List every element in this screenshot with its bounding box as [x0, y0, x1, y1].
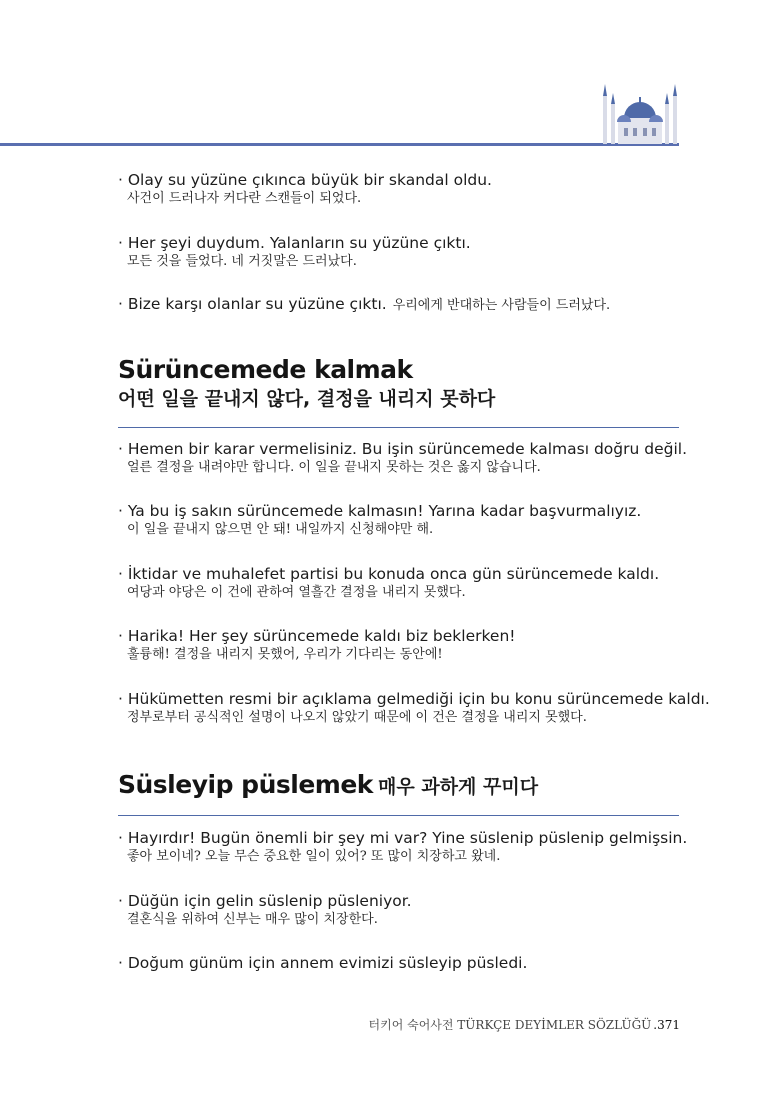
- korean-translation: 사건이 드러나자 커다란 스캔들이 되었다.: [127, 191, 362, 206]
- turkish-sentence: · Harika! Her şey sürüncemede kaldı biz beklerken!: [118, 627, 516, 645]
- example-item: [118, 501, 688, 539]
- korean-translation: 좋아 보이네? 오늘 무슨 중요한 일이 있어? 또 많이 치장하고 왔네.: [127, 849, 501, 864]
- example-item: [118, 891, 688, 929]
- example-item: [118, 233, 688, 271]
- book-title: 터키어 숙어사전 TÜRKÇE DEYİMLER SÖZLÜĞÜ: [368, 1018, 652, 1032]
- section-divider: [118, 815, 679, 816]
- example-item: [118, 170, 688, 208]
- turkish-sentence: · Doğum günüm için annem evimizi süsleyip püsledi.: [118, 954, 528, 972]
- turkish-text: · Bize karşı olanlar su yüzüne çıktı.: [118, 295, 387, 313]
- korean-translation: 모든 것을 들었다. 네 거짓말은 드러났다.: [127, 254, 357, 269]
- idiom-title: Sürüncemede kalmak: [118, 355, 413, 384]
- example-item: [118, 626, 688, 664]
- turkish-sentence: · İktidar ve muhalefet partisi bu konuda onca gün sürüncemede kaldı.: [118, 565, 660, 583]
- idiom-title: Süsleyip püslemek: [118, 770, 373, 799]
- section-divider: [118, 427, 679, 428]
- turkish-sentence: · Hükümetten resmi bir açıklama gelmediği için bu konu sürüncemede kaldı.: [118, 690, 710, 708]
- korean-translation: 얼른 결정을 내려야만 합니다. 이 일을 끝내지 못하는 것은 옳지 않습니다.: [127, 460, 541, 475]
- idiom-heading: [118, 770, 538, 799]
- page-number: .371: [653, 1018, 680, 1032]
- turkish-sentence: · Hemen bir karar vermelisiniz. Bu işin sürüncemede kalması doğru değil.: [118, 440, 687, 458]
- turkish-sentence: · Hayırdır! Bugün önemli bir şey mi var? Yine süslenip püslenip gelmişsin.: [118, 829, 688, 847]
- mosque-icon: [600, 78, 680, 144]
- turkish-sentence: · Düğün için gelin süslenip püsleniyor.: [118, 892, 412, 910]
- idiom-meaning: 어떤 일을 끝내지 않다, 결정을 내리지 못하다: [118, 388, 496, 410]
- idiom-heading: [118, 355, 495, 411]
- page-footer: [369, 1016, 680, 1033]
- korean-translation: 여당과 야당은 이 건에 관하여 열흘간 결정을 내리지 못했다.: [127, 585, 466, 600]
- korean-translation: 결혼식을 위하여 신부는 매우 많이 치장한다.: [127, 912, 378, 927]
- korean-translation: 정부로부터 공식적인 설명이 나오지 않았기 때문에 이 건은 결정을 내리지 못했다.: [127, 710, 587, 725]
- korean-translation: 훌륭해! 결정을 내리지 못했어, 우리가 기다리는 동안에!: [127, 647, 443, 662]
- example-item: [118, 564, 688, 602]
- example-item: [118, 689, 710, 727]
- example-item: [118, 294, 688, 316]
- turkish-sentence: · Olay su yüzüne çıkınca büyük bir skandal oldu.: [118, 171, 492, 189]
- turkish-sentence: · Her şeyi duydum. Yalanların su yüzüne çıktı.: [118, 234, 471, 252]
- example-item: [118, 828, 688, 866]
- example-item: [118, 439, 688, 477]
- korean-translation: 이 일을 끝내지 않으면 안 돼! 내일까지 신청해야만 해.: [127, 522, 434, 537]
- example-item: [118, 953, 688, 973]
- idiom-meaning: 매우 과하게 꾸미다: [378, 776, 539, 798]
- header-rule: [0, 143, 679, 146]
- korean-translation: 우리에게 반대하는 사람들이 드러났다.: [392, 298, 611, 313]
- turkish-sentence: · Ya bu iş sakın sürüncemede kalmasın! Yarına kadar başvurmalıyız.: [118, 502, 642, 520]
- turkish-sentence: [118, 294, 688, 316]
